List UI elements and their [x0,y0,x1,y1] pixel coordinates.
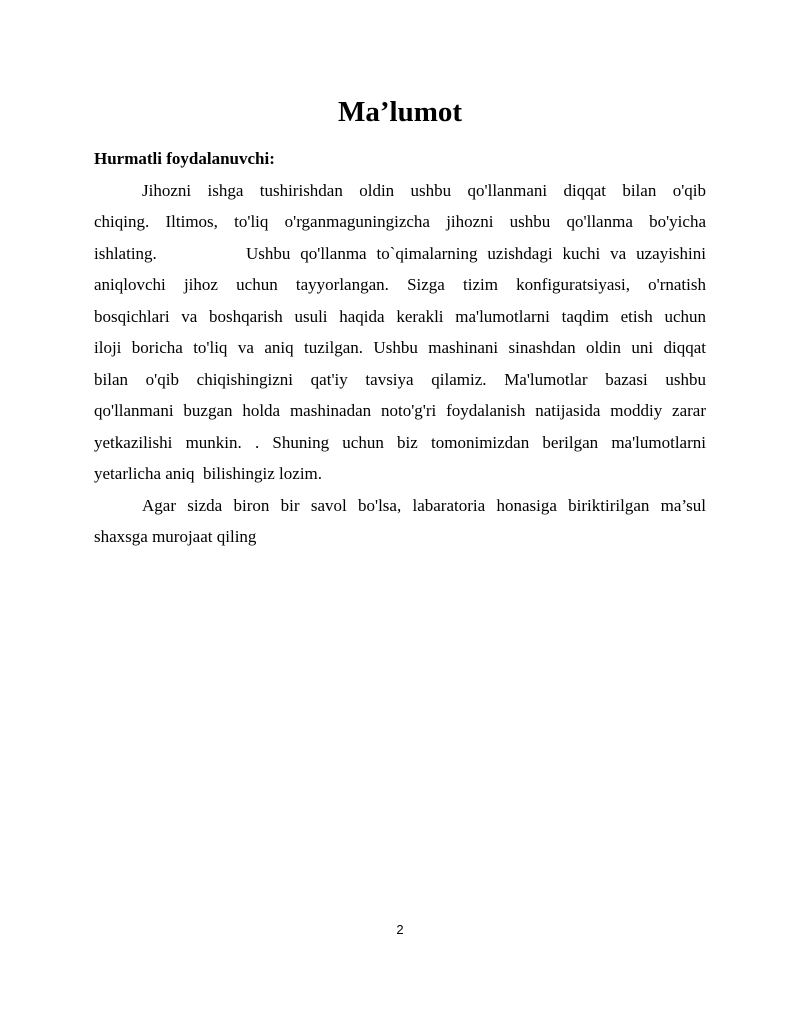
paragraph-contact [94,490,706,553]
paragraph-intro [94,175,706,490]
paragraph-line: chiqing. Iltimos, to'liq o'rganmaguningizcha jihozni ushbu qo'llanma bo'yicha [94,212,706,231]
paragraph-line: qo'llanmani buzgan holda mashinadan noto'g'ri foydalanish natijasida moddiy zarar [94,401,706,420]
paragraph-line: shaxsga murojaat qiling [94,527,257,546]
paragraph-line: yetkazilishi munkin. . Shuning uchun biz tomonimizdan berilgan ma'lumotlarni [94,432,706,452]
paragraph-line: yetarlicha aniq bilishingiz lozim. [94,464,323,483]
page-number: 2 [396,922,404,937]
paragraph-line: bosqichlari va boshqarish usuli haqida kerakli ma'lumotlarni taqdim etish uchun [94,306,706,326]
paragraph-line: bilan o'qib chiqishingizni qat'iy tavsiya qilamiz. Ma'lumotlar bazasi ushbu [94,369,706,389]
paragraph-line: iloji boricha to'liq va aniq tuzilgan. Ushbu mashinani sinashdan oldin uni diqqat [94,338,706,357]
document-body [94,143,706,553]
paragraph-line: aniqlovchi jihoz uchun tayyorlangan. Sizga tizim konfiguratsiyasi, o'rnatish [94,275,706,294]
paragraph-line: ishlating. Ushbu qo'llanma to`qimalarning uzishdagi kuchi va uzayishini [94,243,706,263]
page-title: Ma’lumot [337,96,463,128]
paragraph-line: Agar sizda biron bir savol bo'lsa, labaratoria honasiga biriktirilgan ma’sul [142,495,706,515]
paragraph-line: Jihozni ishga tushirishdan oldin ushbu qo'llanmani diqqat bilan o'qib [142,180,706,200]
greeting-heading: Hurmatli foydalanuvchi: [94,149,275,168]
